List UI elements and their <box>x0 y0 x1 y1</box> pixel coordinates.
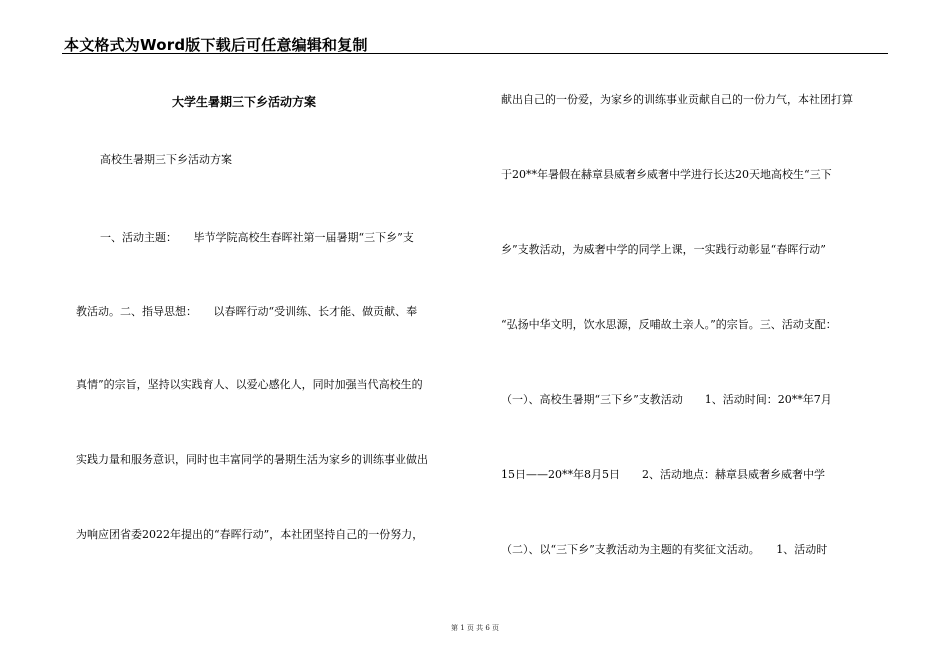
right-paragraph-line: 献出自己的一份爱，为家乡的训练事业贡献自己的一份力气，本社团打算 <box>501 93 853 106</box>
left-paragraph-line: 实践力量和服务意识，同时也丰富同学的暑期生活为家乡的训练事业做出 <box>76 453 428 466</box>
right-paragraph-line: （一）、高校生暑期“三下乡”支教活动 1、活动时间：20**年7月 <box>501 393 832 406</box>
right-paragraph-line: 乡”支教活动，为威奢中学的同学上课，一实践行动彰显“春晖行动” <box>501 243 826 256</box>
right-paragraph-line: 于20**年暑假在赫章县威奢乡威奢中学进行长达20天地高校生“三下 <box>501 168 832 181</box>
left-paragraph-line: 高校生暑期三下乡活动方案 <box>100 153 232 166</box>
document-title: 大学生暑期三下乡活动方案 <box>172 95 317 109</box>
left-paragraph-line: 为响应团省委2022年提出的“春晖行动”，本社团坚持自己的一份努力， <box>76 528 424 541</box>
right-paragraph-line: 15日——20**年8月5日 2、活动地点：赫章县威奢乡威奢中学 <box>501 468 825 481</box>
left-paragraph-line: 一、活动主题： 毕节学院高校生春晖社第一届暑期“三下乡”支 <box>100 231 414 244</box>
right-paragraph-line: （二）、以“三下乡”支教活动为主题的有奖征文活动。 1、活动时 <box>501 543 828 556</box>
right-paragraph-line: “弘扬中华文明，饮水思源，反哺故土亲人。”的宗旨。三、活动支配： <box>501 318 837 331</box>
left-paragraph-line: 真情”的宗旨，坚持以实践育人、以爱心感化人，同时加强当代高校生的 <box>76 378 423 391</box>
page-header: 本文格式为Word版下载后可任意编辑和复制 <box>64 36 368 54</box>
left-paragraph-line: 教活动。二、指导思想： 以春晖行动“受训练、长才能、做贡献、奉 <box>76 305 418 318</box>
header-divider <box>62 53 888 54</box>
page-number: 第 1 页 共 6 页 <box>450 624 500 632</box>
